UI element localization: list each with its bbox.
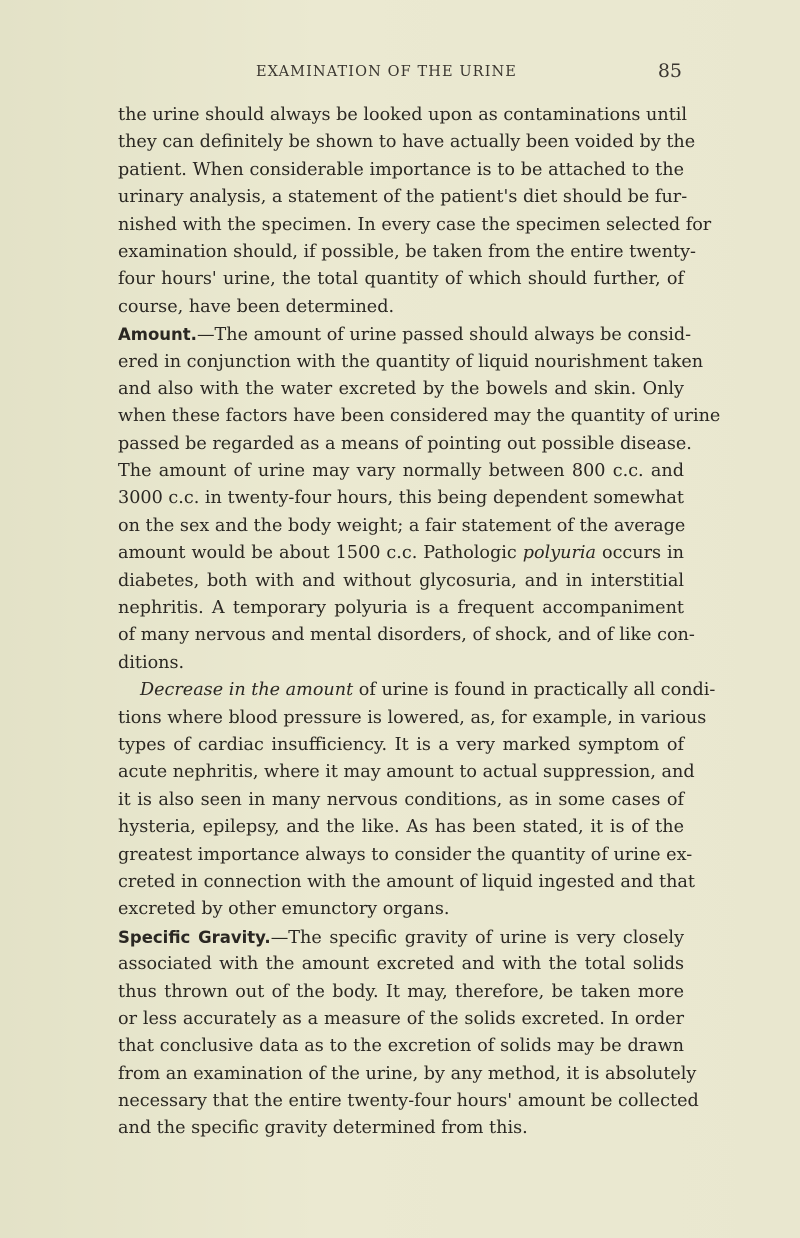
text-fragment: amount would be about 1500 c.c. Pathologic — [118, 543, 523, 564]
text-line — [118, 321, 692, 348]
text-line: The amount of urine may vary normally between 800 c.c. and — [118, 461, 684, 482]
body-text — [118, 102, 721, 1143]
section-heading-amount: Amount. — [118, 325, 197, 345]
text-line: the urine should always be looked upon as contaminations until — [118, 105, 688, 125]
text-line: urinary analysis, a statement of the patient's diet should be fur- — [118, 187, 688, 208]
text-line: types of cardiac insufficiency. It is a very marked symptom of — [118, 734, 684, 755]
text-line: 3000 c.c. in twenty-four hours, this being dependent somewhat — [118, 488, 684, 509]
text-line — [118, 924, 684, 951]
text-line: four hours' urine, the total quantity of which should further, of — [118, 269, 684, 290]
running-head-title: EXAMINATION OF THE URINE — [256, 64, 517, 80]
italic-term-decrease: Decrease in the amount — [140, 680, 354, 701]
section-heading-specific-gravity: Specific Gravity. — [118, 927, 271, 947]
text-line: patient. When considerable importance is to be attached to the — [118, 159, 684, 180]
text-line: ered in conjunction with the quantity of liquid nourishment taken — [118, 351, 704, 372]
text-line: from an examination of the urine, by any method, it is absolutely — [118, 1063, 697, 1084]
text-fragment: —The specific gravity of urine is very closely — [270, 927, 685, 948]
text-line: excreted by other emunctory organs. — [118, 899, 450, 920]
text-line: and the specific gravity determined from this. — [118, 1118, 528, 1139]
text-line: nished with the specimen. In every case the specimen selected for — [118, 214, 712, 235]
text-line — [118, 540, 684, 567]
text-line: they can definitely be shown to have actually been voided by the — [118, 132, 696, 153]
text-line: or less accurately as a measure of the solids excreted. In order — [118, 1008, 684, 1029]
text-line: creted in connection with the amount of liquid ingested and that — [118, 871, 695, 892]
text-line: of many nervous and mental disorders, of shock, and of like con- — [118, 625, 695, 646]
text-fragment: —The amount of urine passed should always be consid- — [196, 325, 692, 346]
text-line: thus thrown out of the body. It may, therefore, be taken more — [118, 981, 684, 1002]
text-fragment: of urine is found in practically all condi- — [353, 680, 716, 701]
text-line: on the sex and the body weight; a fair statement of the average — [118, 515, 686, 536]
text-line: associated with the amount excreted and with the total solids — [118, 954, 684, 975]
text-line: diabetes, both with and without glycosuria, and in interstitial — [118, 570, 684, 591]
text-line: acute nephritis, where it may amount to actual suppression, and — [118, 762, 695, 783]
text-line: ditions. — [118, 652, 185, 673]
text-line — [118, 677, 716, 704]
text-line: that conclusive data as to the excretion of solids may be drawn — [118, 1036, 684, 1057]
text-line: greatest importance always to consider the quantity of urine ex- — [118, 844, 693, 865]
text-line: course, have been determined. — [118, 296, 395, 317]
text-line: passed be regarded as a means of pointing out possible disease. — [118, 433, 692, 454]
text-line: examination should, if possible, be taken from the entire twenty- — [118, 241, 696, 262]
text-line: hysteria, epilepsy, and the like. As has been stated, it is of the — [118, 817, 684, 838]
text-line: when these factors have been considered may the quantity of urine — [118, 406, 721, 427]
running-head — [118, 60, 682, 90]
page-number: 85 — [657, 60, 682, 82]
text-line: necessary that the entire twenty-four hours' amount be collected — [118, 1091, 699, 1112]
text-line: tions where blood pressure is lowered, as, for example, in various — [118, 707, 707, 728]
text-line: nephritis. A temporary polyuria is a frequent accompaniment — [118, 598, 684, 619]
text-fragment: occurs in — [596, 543, 684, 564]
text-line: and also with the water excreted by the bowels and skin. Only — [118, 378, 684, 399]
italic-term-polyuria: polyuria — [522, 543, 597, 564]
text-line: it is also seen in many nervous conditions, as in some cases of — [118, 789, 684, 810]
